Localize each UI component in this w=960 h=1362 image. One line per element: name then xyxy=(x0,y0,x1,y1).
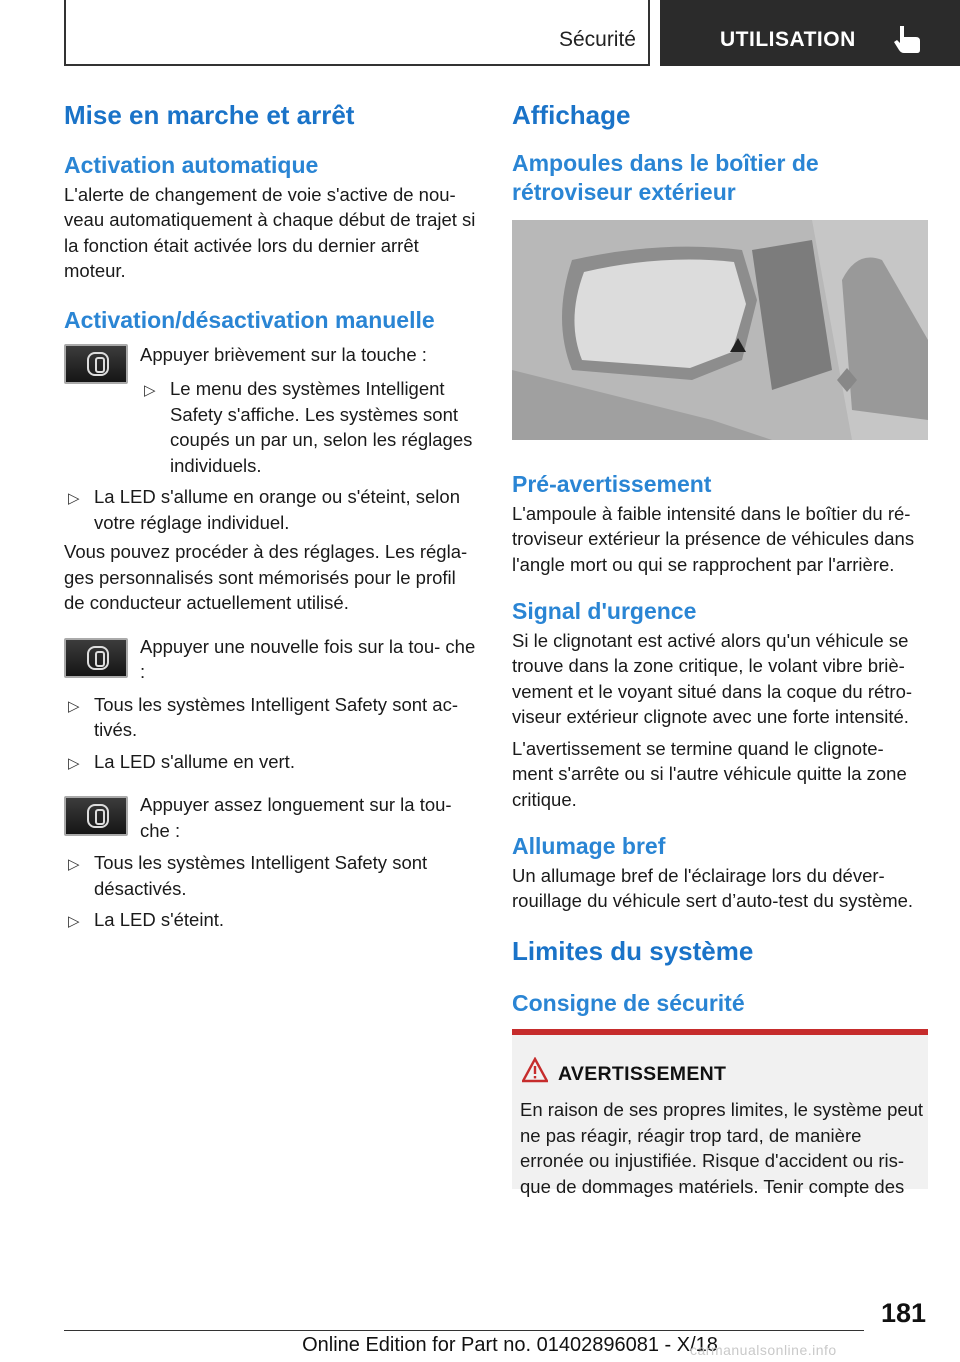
section-label: Sécurité xyxy=(558,28,636,51)
step3-text: Appuyer assez longuement sur la tou- che : xyxy=(140,794,452,841)
list-item: ▷ Tous les systèmes Intelligent Safety sont désactivés. xyxy=(68,852,428,899)
settings-text: Vous pouvez procéder à des réglages. Les régla- ges personnalisés sont mémorisés pour le profil de conducteur actuellement utilisé. xyxy=(64,541,468,614)
warning-box-wrapper xyxy=(512,1029,928,1197)
step2-text: Appuyer une nouvelle fois sur la tou- che : xyxy=(140,635,476,683)
safety-button-image xyxy=(64,344,128,384)
auto-activation-text: L'alerte de changement de voie s'active de nou- veau automatiquement à chaque début de trajet si la fonction était activée lors du dernier arrêt moteur. xyxy=(64,183,476,282)
heading-activation-auto: Activation automatique xyxy=(64,152,319,179)
list-item: ▷ Le menu des systèmes Intelligent Safety s'affiche. Les systèmes sont coupés un par un, selon les réglages individuels. xyxy=(144,378,473,476)
car-safety-icon xyxy=(87,804,109,828)
left-column xyxy=(64,100,480,933)
heading-activation-manuelle: Activation/désactivation manuelle xyxy=(64,306,435,333)
warning-box xyxy=(512,1029,928,1197)
mirror-photo xyxy=(512,220,928,440)
heading-signal-urgence: Signal d'urgence xyxy=(512,598,697,625)
header-section-box xyxy=(64,0,650,66)
urgent-text-2: L'avertissement se termine quand le clignote- ment s'arrête ou si l'autre véhicule quitte la zone critique. xyxy=(512,737,907,810)
pointing-hand-icon xyxy=(890,22,924,56)
car-safety-icon xyxy=(87,646,109,670)
triangle-bullet-icon: ▷ xyxy=(68,697,80,715)
header-chapter-box xyxy=(660,0,960,66)
heading-affichage: Affichage xyxy=(512,100,631,130)
list-item: ▷ La LED s'éteint. xyxy=(64,907,480,933)
warning-title: AVERTISSEMENT xyxy=(558,1063,727,1086)
safety-button-image xyxy=(64,638,128,678)
triangle-bullet-icon: ▷ xyxy=(68,754,80,772)
pre-warning-text: L'ampoule à faible intensité dans le boîtier du ré- troviseur extérieur la présence de véhicules dans l'angle mort ou qui se rapprochent par l'arrière. xyxy=(512,502,915,575)
step-brief-press xyxy=(64,342,480,372)
triangle-bullet-icon: ▷ xyxy=(68,913,80,931)
warning-triangle-icon xyxy=(522,1057,548,1083)
heading-consigne-securite: Consigne de sécurité xyxy=(512,989,745,1016)
list-item: ▷ La LED s'allume en vert. xyxy=(64,749,480,775)
page-number: 181 xyxy=(880,1298,926,1328)
heading-ampoules: Ampoules dans le boîtier de rétroviseur extérieur xyxy=(512,150,819,205)
mirror-photo-wrapper xyxy=(512,220,928,440)
warning-text: En raison de ses propres limites, le système peut ne pas réagir, réagir trop tard, de manière erronée ou injustifiée. Risque d'accident ou ris- que de dommages matériels. Tenir compte des xyxy=(520,1099,924,1197)
list-item: ▷ Tous les systèmes Intelligent Safety sont ac- tivés. xyxy=(68,693,459,741)
car-safety-icon xyxy=(87,352,109,376)
step1-text: Appuyer brièvement sur la touche : xyxy=(140,344,427,366)
heading-pre-avertissement: Pré-avertissement xyxy=(512,471,712,498)
watermark-logo: carmanualsonline.info xyxy=(690,1342,837,1358)
triangle-bullet-icon: ▷ xyxy=(68,490,80,508)
urgent-text: Si le clignotant est activé alors qu'un véhicule se trouve dans la zone critique, le volant vibre briè- vement et le voyant situé dans la coque du rétro- viseur extérieur clignote avec une forte intensité. xyxy=(512,629,913,728)
footer-edition: Online Edition for Part no. 01402896081 - X/18 xyxy=(302,1334,718,1356)
brief-text: Un allumage bref de l'éclairage lors du déver- rouillage du véhicule sert d’auto-test du système. xyxy=(512,864,914,912)
step-press-again xyxy=(64,634,480,686)
heading-limites: Limites du système xyxy=(512,935,754,966)
footer-divider xyxy=(64,1330,864,1331)
step-press-long xyxy=(64,792,480,844)
triangle-bullet-icon: ▷ xyxy=(68,856,80,874)
right-column xyxy=(512,100,928,1197)
safety-button-image xyxy=(64,796,128,836)
list-item: ▷ La LED s'allume en orange ou s'éteint, selon votre réglage individuel. xyxy=(68,486,460,533)
chapter-label: UTILISATION xyxy=(720,28,856,51)
triangle-bullet-icon: ▷ xyxy=(144,382,156,400)
heading-mise-en-marche: Mise en marche et arrêt xyxy=(64,100,355,130)
heading-allumage-bref: Allumage bref xyxy=(512,833,666,860)
